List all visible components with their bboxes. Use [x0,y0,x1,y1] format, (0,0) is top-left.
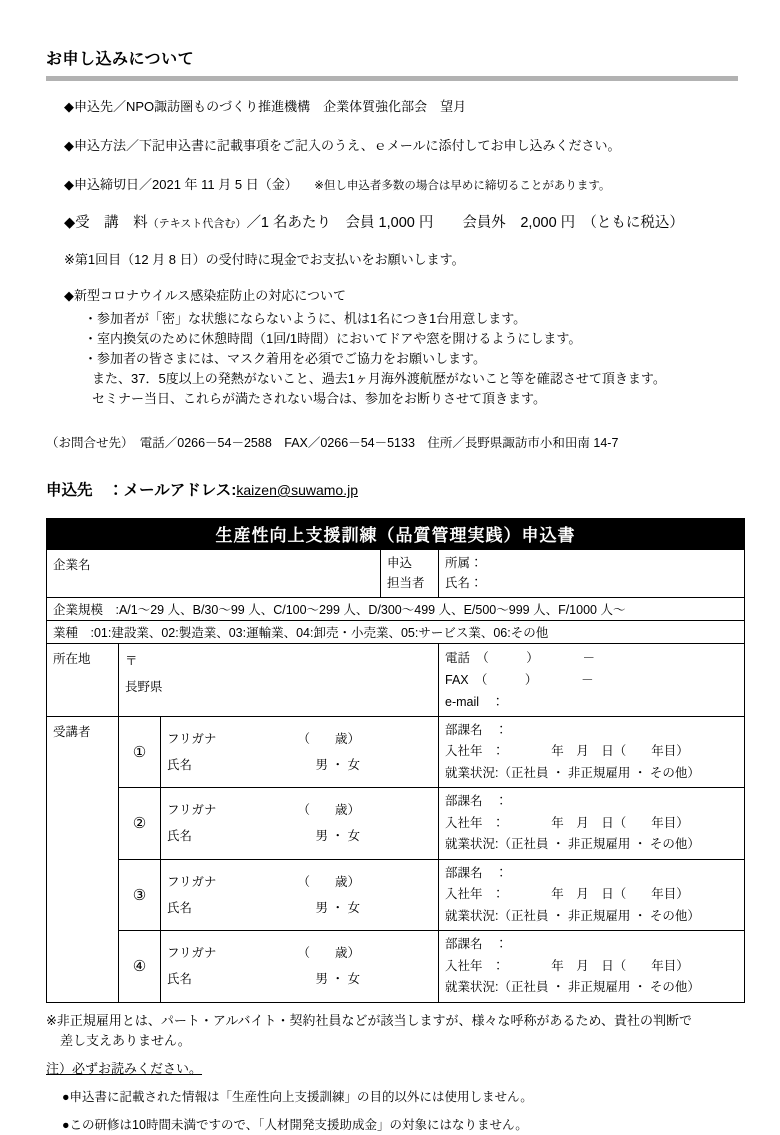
apply-to-line: ◆申込先／NPO諏訪圏ものづくり推進機構 企業体質強化部会 望月 [64,99,467,114]
address-label-cell: 所在地 [47,643,119,716]
company-name-cell: 企業名 [47,549,381,597]
apply-method-line: ◆申込方法／下記申込書に記載事項をご記入のうえ、ｅメールに添付してお申し込みください。 [64,138,621,153]
contact-name-label: 氏名： [445,575,483,590]
join-line: 入社年 ： 年 月 日（ 年目） [445,744,689,758]
name-label: 氏名 [167,900,193,915]
affiliation-label: 所属： [445,555,483,570]
applicant-line2: 担当者 [387,575,425,590]
attendee-name-cell-4 [161,931,439,1003]
email-link[interactable]: kaizen@suwamo.jp [236,482,358,498]
company-row [47,549,745,597]
status-line: 就業状況:（正社員 ・ 非正規雇用 ・ その他） [445,980,700,994]
covid-item-2: ・室内換気のために休憩時間（1回/1時間）においてドアや窓を開けるようにします。 [84,331,582,346]
furigana-label: フリガナ [167,946,217,960]
status-line: 就業状況:（正社員 ・ 非正規雇用 ・ その他） [445,837,700,851]
company-size-row [47,597,745,620]
note-subsidy: ●この研修は10時間未満ですので、「人材開発支援助成金」の対象にはなりません。 [62,1117,528,1132]
submit-address-line [46,479,740,502]
furigana-label: フリガナ [167,731,217,746]
covid-item-1: ・参加者が「密」な状態にならないように、机は1名につき1台用意します。 [84,311,527,326]
furigana-label: フリガナ [167,874,217,889]
gender-label: 男 ・ 女 [315,972,360,986]
address-contact-cell [439,643,745,716]
attendee-name-cell-3 [161,859,439,931]
attendee-label-cell: 受講者 [47,716,119,1002]
attendee-detail-cell-1 [439,716,745,788]
attendee-row-3 [47,859,745,931]
name-label: 氏名 [167,829,193,843]
gender-label: 男 ・ 女 [315,757,360,772]
age-label: （ 歳） [297,874,360,889]
applicant-line1: 申込 [387,555,413,570]
attendee-detail-cell-3 [439,859,745,931]
status-line: 就業状況:（正社員 ・ 非正規雇用 ・ その他） [445,908,700,923]
attendee-detail-cell-2 [439,788,745,860]
note-info-usage: ●申込書に記載された情報は「生産性向上支援訓練」の目的以外には使用しません。 [62,1089,533,1104]
gender-label: 男 ・ 女 [315,900,360,915]
join-line: 入社年 ： 年 月 日（ 年目） [445,815,689,830]
furigana-label: フリガナ [167,803,217,817]
fee-line [64,213,740,234]
attendee-row-4 [47,931,745,1003]
dept-line: 部課名 ： [445,937,508,951]
form-title-row [47,518,745,549]
email-row-label: e-mail ： [445,694,505,709]
industry-row [47,620,745,643]
attendee-number-2: ② [119,788,161,860]
form-title: 生産性向上支援訓練（品質管理実践）申込書 [47,518,745,549]
note-nonregular-line1: ※非正規雇用とは、パート・アルバイト・契約社員などが該当しますが、様々な呼称があるため、貴社の判断で [46,1012,692,1028]
dept-line: 部課名 ： [445,722,508,737]
submit-address-label: 申込先 ：メールアドレス: [46,482,237,499]
covid-item-3: ・参加者の皆さまには、マスク着用を必須でご協力をお願いします。 [84,351,486,366]
company-size-cell: 企業規模 :A/1～29 人、B/30～99 人、C/100～299 人、D/300～499 人、E/500～999 人、F/1000 人～ [47,597,745,620]
applicant-detail-cell [439,549,745,597]
covid-item-4: また、37．5度以上の発熱がないこと、過去1ヶ月海外渡航歴がないこと等を確認させて頂きます。 [92,371,666,386]
postal-mark: 〒 [125,653,138,668]
applicant-label-cell [381,549,439,597]
join-line: 入社年 ： 年 月 日（ 年目） [445,887,689,901]
payment-note-line: ※第1回目（12 月 8 日）の受付時に現金でお支払いをお願いします。 [64,252,465,267]
attendee-name-cell-2 [161,788,439,860]
dept-line: 部課名 ： [445,865,508,880]
tel-line: 電話 （ ） － [445,650,596,665]
attendee-number-4: ④ [119,931,161,1003]
gender-label: 男 ・ 女 [315,829,360,843]
fee-prefix: ◆受 講 料 [64,215,148,231]
name-label: 氏名 [167,757,193,772]
title-underline [46,76,738,81]
attendee-row-1 [47,716,745,788]
deadline-text: ◆申込締切日／2021 年 11 月 5 日（金） [64,177,292,192]
deadline-line [64,175,740,196]
address-row [47,643,745,716]
name-label: 氏名 [167,972,193,986]
attendee-detail-cell-4 [439,931,745,1003]
address-input-cell [119,643,439,716]
covid-section-title: ◆新型コロナウイルス感染症防止の対応について [64,288,346,303]
contact-info-line: （お問合せ先） 電話／0266－54－2588 FAX／0266－54－5133 住所／長野県諏訪市小和田南 14-7 [46,436,619,450]
deadline-note: ※但し申込者多数の場合は早めに締切ることがあります。 [291,180,611,192]
age-label: （ 歳） [297,803,360,817]
dept-line: 部課名 ： [445,794,508,808]
attendee-row-2 [47,788,745,860]
attendee-number-1: ① [119,716,161,788]
page-title: お申し込みについて [46,51,195,68]
note-nonregular-line2: 差し支えありません。 [60,1032,191,1048]
fee-smallprint: （テキスト代含む） [147,218,247,230]
industry-cell: 業種 :01:建設業、02:製造業、03:運輸業、04:卸売・小売業、05:サービス業、06:その他 [47,620,745,643]
prefecture-label: 長野県 [125,679,163,694]
fee-rest: ／1 名あたり 会員 1,000 円 会員外 2,000 円 （ともに税込） [246,215,684,231]
attendee-name-cell-1 [161,716,439,788]
application-form-table [46,518,745,1003]
age-label: （ 歳） [297,946,360,960]
note-must-read: 注）必ずお読みください。 [46,1060,203,1076]
join-line: 入社年 ： 年 月 日（ 年目） [445,958,689,973]
status-line: 就業状況:（正社員 ・ 非正規雇用 ・ その他） [445,765,700,780]
attendee-number-3: ③ [119,859,161,931]
covid-item-5: セミナー当日、これらが満たされない場合は、参加をお断りさせて頂きます。 [92,391,546,406]
fax-line: FAX （ ） － [445,672,594,687]
age-label: （ 歳） [297,731,360,746]
